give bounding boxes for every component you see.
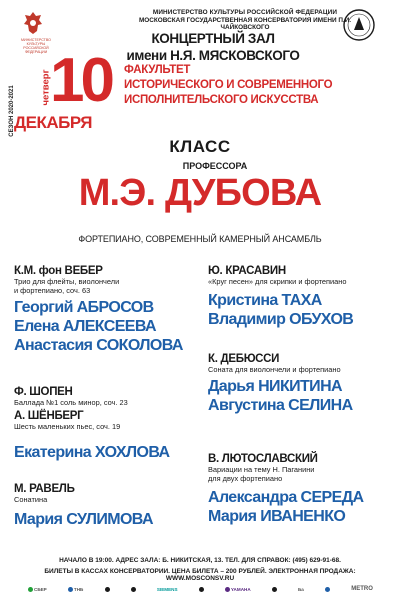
program-item [208,353,393,415]
performer-name: Георгий АБРОСОВ [14,299,154,316]
composer-name: А. ШЁНБЕРГ [14,410,84,422]
piece-title: Шесть маленьких пьес, соч. 19 [14,422,121,431]
season-label [4,60,14,180]
sponsor-logo: YAMAHA [225,587,251,592]
composer-name: К.М. фон ВЕБЕР [14,265,103,277]
sponsor-logos [28,584,373,594]
program-item [208,265,393,329]
composer-name: В. ЛЮТОСЛАВСКИЙ [208,453,318,465]
faculty-line-3: ИСПОЛНИТЕЛЬСКОГО ИСКУССТВА [124,94,319,106]
season-text: СЕЗОН 2020-2021 [9,85,15,137]
professor-name: М.Э. ДУБОВА [78,172,322,214]
footer-info-line-1: НАЧАЛО В 19:00. АДРЕС ЗАЛА: Б. НИКИТСКАЯ, 13. ТЕЛ. ДЛЯ СПРАВОК: (495) 629-91-68. [59,557,341,564]
composer-name: М. РАВЕЛЬ [14,483,75,495]
program-item [208,453,393,526]
hall-title: КОНЦЕРТНЫЙ ЗАЛ [151,31,275,46]
piece-title: «Круг песен» для скрипки и фортепиано [208,277,347,286]
faculty-line-1: ФАКУЛЬТЕТ [124,64,191,76]
performer-name: Мария СУЛИМОВА [14,511,153,528]
piece-title: и фортепиано, соч. 63 [14,286,91,295]
ministry-line: МИНИСТЕРСТВО КУЛЬТУРЫ РОССИЙСКОЙ ФЕДЕРАЦИИ [152,9,338,16]
piece-title: Трио для флейты, виолончели [14,277,120,286]
piece-title: Баллада №1 соль минор, соч. 23 [14,398,128,407]
performer-name: Кристина ТАХА [208,292,322,309]
piece-title: Сонатина [14,495,48,504]
performer-name: Елена АЛЕКСЕЕВА [14,318,156,335]
footer-info-line-2: БИЛЕТЫ В КАССАХ КОНСЕРВАТОРИИ. ЦЕНА БИЛЕТА – 200 РУБЛЕЙ. ЭЛЕКТРОННАЯ ПРОДАЖА: WWW.MOSCONSV.RU [44,568,356,582]
program-item [14,386,199,407]
sponsor-logo [272,587,277,592]
sponsor-logo: ТНБ [68,587,83,592]
sponsor-logo [325,587,330,592]
ministry-emblem-icon [22,10,44,36]
performer-name: Екатерина ХОХЛОВА [14,444,170,461]
month-label: ДЕКАБРЯ [14,113,92,132]
composer-name: К. ДЕБЮССИ [208,353,280,365]
professor-heading: ПРОФЕССОРА [182,161,248,171]
conservatory-line: МОСКОВСКАЯ ГОСУДАРСТВЕННАЯ КОНСЕРВАТОРИЯ ИМЕНИ П.И. ЧАЙКОВСКОГО [138,17,352,31]
piece-title: для двух фортепиано [208,474,283,483]
composer-name: Ф. ШОПЕН [14,386,73,398]
sponsor-logo: Ба [298,586,304,592]
sponsor-logo [105,587,110,592]
piece-title: Соната для виолончели и фортепиано [208,365,341,374]
sponsor-logo: SIEMENS [156,586,178,592]
program-item [14,483,199,529]
program-item [14,410,199,462]
sponsor-logo: СБЕР [28,587,47,592]
performer-name: Августина СЕЛИНА [208,397,353,414]
piece-title: Вариации на тему Н. Паганини [208,465,315,474]
sponsor-logo: METRO [351,586,373,592]
sponsor-logo [131,587,136,592]
day-number: 10 [50,46,111,115]
performer-name: Александра СЕРЕДА [208,489,364,506]
performer-name: Мария ИВАНЕНКО [208,508,346,525]
hall-subtitle: имени Н.Я. МЯСКОВСКОГО [126,48,300,63]
emblem-caption: МИНИСТЕРСТВО КУЛЬТУРЫ РОССИЙСКОЙ ФЕДЕРАЦИИ [21,38,51,54]
composer-name: Ю. КРАСАВИН [208,265,286,277]
performer-name: Анастасия СОКОЛОВА [14,337,183,354]
program-item [14,265,199,355]
performer-name: Владимир ОБУХОВ [208,311,354,328]
class-heading: КЛАСС [169,137,231,156]
specialty-line: ФОРТЕПИАНО, СОВРЕМЕННЫЙ КАМЕРНЫЙ АНСАМБЛЬ [78,234,322,244]
sponsor-logo [199,587,204,592]
weekday-text: четверг [40,69,52,106]
performer-name: Дарья НИКИТИНА [208,378,342,395]
faculty-line-2: ИСТОРИЧЕСКОГО И СОВРЕМЕННОГО [124,79,333,91]
